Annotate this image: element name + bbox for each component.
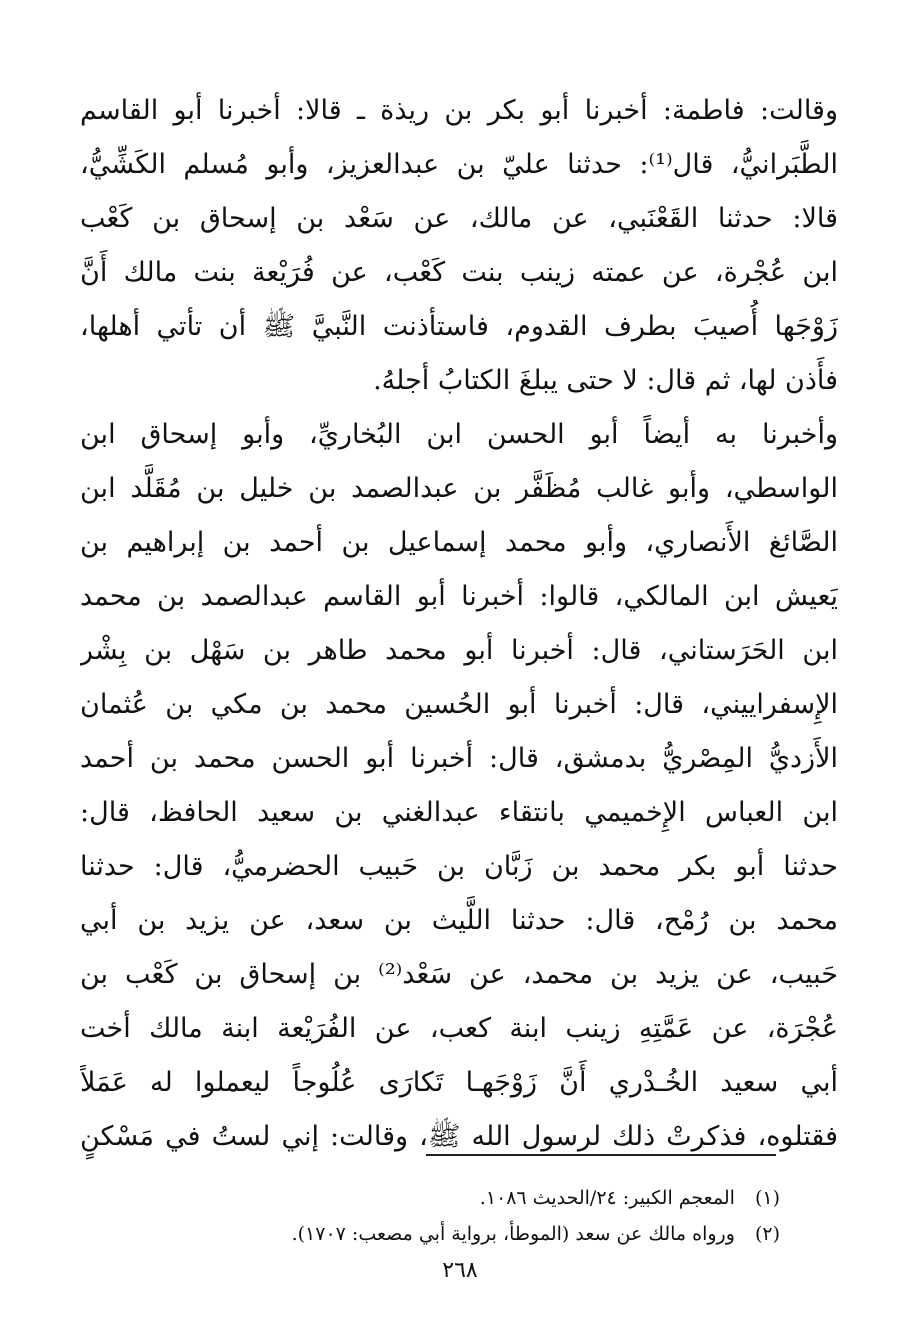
text-line: أبي سعيد الخُـدْري أَنَّ زَوْجَهـا تَكارَى عُلُوجاً ليعملوا له عَمَلاً <box>80 1067 838 1098</box>
text-line: محمد بن رُمْح، قال: حدثنا اللَّيث بن سعد، عن يزيد بن أبي <box>80 905 838 936</box>
text-line: ابن العباس الإِخميمي بانتقاء عبدالغني بن سعيد الحافظ، قال: <box>80 797 838 828</box>
footnote-separator <box>426 1154 776 1156</box>
text-line: حَبيب، عن يزيد بن محمد، عن سَعْد⁽²⁾ بن إسحاق بن كَعْب بن <box>80 959 838 990</box>
text-line: زَوْجَها أُصيبَ بطرف القدوم، فاستأذنت النَّبيَّ ﷺ أن تأتي أهلها، <box>80 311 838 342</box>
text-line: وأخبرنا به أيضاً أبو الحسن ابن البُخاريِّ، وأبو إسحاق ابن <box>80 419 838 450</box>
text-line: ابن الحَرَستاني، قال: أخبرنا أبو محمد طاهر بن سَهْل بن بِشْر <box>80 635 838 666</box>
text-line: عُجْرَة، عن عَمَّتِهِ زينب ابنة كعب، عن الفُرَيْعة ابنة مالك أخت <box>80 1013 838 1044</box>
text-line: فأَذن لها، ثم قال: لا حتى يبلغَ الكتابُ أجلهُ. <box>373 365 838 396</box>
text-line: ابن عُجْرة، عن عمته زينب بنت كَعْب، عن فُرَيْعة بنت مالك أَنَّ <box>80 257 838 288</box>
text-line: حدثنا أبو بكر محمد بن زَبَّان بن حَبيب الحضرميُّ، قال: حدثنا <box>80 851 838 882</box>
footnote-text: ورواه مالك عن سعد (الموطأ، برواية أبي مصعب: ١٧٠٧). <box>291 1223 735 1245</box>
page-number: ٢٦٨ <box>442 1258 478 1283</box>
footnote-1 <box>180 1180 780 1216</box>
text-line: فقتلوه، فذكرتْ ذلك لرسول الله ﷺ، وقالت: إني لستُ في مَسْكنٍ <box>80 1121 838 1152</box>
footnote-text: المعجم الكبير: ٢٤/الحديث ١٠٨٦. <box>479 1187 735 1209</box>
text-line: وقالت: فاطمة: أخبرنا أبو بكر بن ريذة ـ قالا: أخبرنا أبو القاسم <box>80 95 838 126</box>
footnote-number: (١) <box>754 1187 780 1209</box>
footnote-2 <box>180 1216 780 1252</box>
text-line: الإِسفراييني، قال: أخبرنا أبو الحُسين محمد بن مكي بن عُثمان <box>80 689 838 720</box>
paragraph-1 <box>80 84 838 408</box>
footnote-number: (٢) <box>754 1223 780 1245</box>
text-line: الأَزديُّ المِصْريُّ بدمشق، قال: أخبرنا أبو الحسن محمد بن أحمد <box>80 743 838 774</box>
text-line: الواسطي، وأبو غالب مُظَفَّر بن عبدالصمد بن خليل بن مُقَلَّد ابن <box>80 473 838 504</box>
paragraph-2 <box>80 408 838 1164</box>
text-line: قالا: حدثنا القَعْنَبي، عن مالك، عن سَعْد بن إسحاق بن كَعْب <box>80 203 838 234</box>
text-line: الصَّائغ الأَنصاري، وأبو محمد إسماعيل بن أحمد بن إبراهيم بن <box>80 527 838 558</box>
footnotes <box>180 1180 780 1252</box>
text-line: الطَّبَرانيُّ، قال⁽¹⁾: حدثنا عليّ بن عبدالعزيز، وأبو مُسلم الكَشِّيُّ، <box>80 149 838 180</box>
text-line: يَعيش ابن المالكي، قالوا: أخبرنا أبو القاسم عبدالصمد بن محمد <box>80 581 838 612</box>
